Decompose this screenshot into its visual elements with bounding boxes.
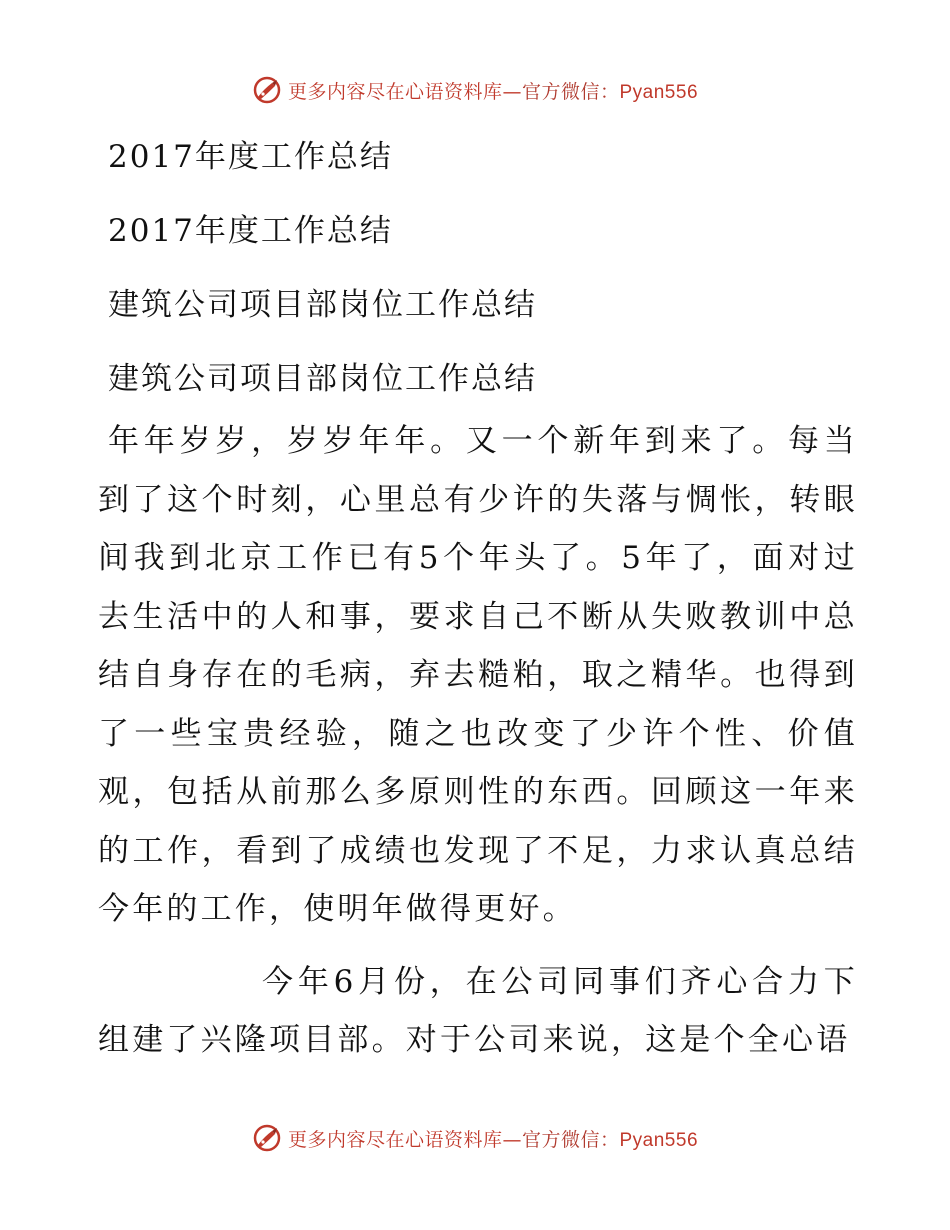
watermark-text: 更多内容尽在心语资料库—官方微信：Pyan556 xyxy=(287,80,699,103)
document-body xyxy=(98,120,858,1070)
pen-logo-icon xyxy=(252,75,282,105)
watermark-text: 更多内容尽在心语资料库—官方微信：Pyan556 xyxy=(287,1128,699,1151)
pen-logo-icon xyxy=(252,1123,282,1153)
document-subtitle-repeat: 建筑公司项目部岗位工作总结 xyxy=(108,361,537,397)
watermark-banner-top xyxy=(0,70,950,110)
paragraph-project: 今年6月份，在公司同事们齐心合力下组建了兴隆项目部。对于公司来说，这是个全心语 xyxy=(98,963,858,1058)
watermark-banner-bottom xyxy=(0,1118,950,1158)
document-subtitle: 建筑公司项目部岗位工作总结 xyxy=(108,287,537,323)
watermark-content xyxy=(252,75,698,105)
document-title-repeat: 2017年度工作总结 xyxy=(108,213,393,249)
watermark-content xyxy=(252,1123,698,1153)
document-title: 2017年度工作总结 xyxy=(108,139,393,175)
paragraph-intro: 年年岁岁，岁岁年年。又一个新年到来了。每当到了这个时刻，心里总有少许的失落与惆怅，转眼间我到北京工作已有5个年头了。5年了，面对过去生活中的人和事，要求自己不断从失败教训中总结自身存在的毛病，弃去糙粕，取之精华。也得到了一些宝贵经验，随之也改变了少许个性、价值观，包括从前那么多原则性的东西。回顾这一年来的工作，看到了成绩也发现了不足，力求认真总结今年的工作，使明年做得更好。 xyxy=(98,423,858,927)
